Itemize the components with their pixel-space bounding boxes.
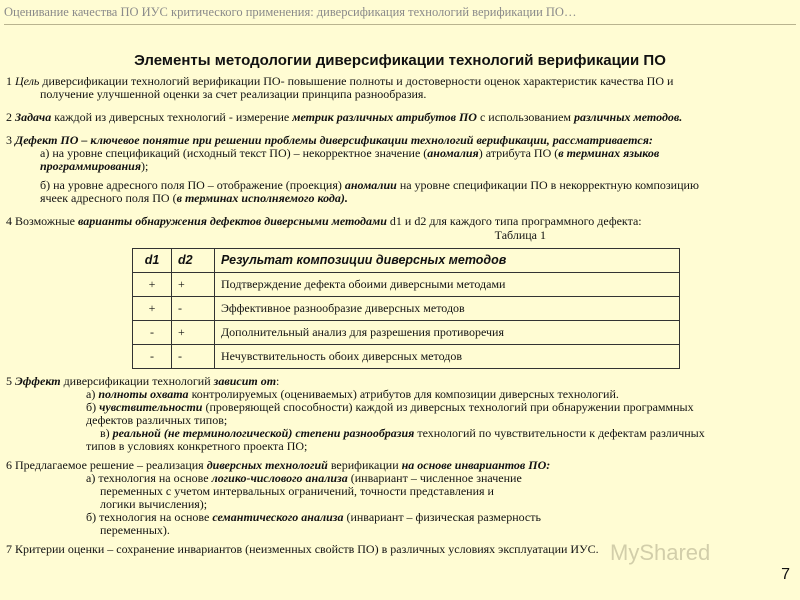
item-text: Предлагаемое решение – реализация [15,458,207,472]
item-emph: метрик различных атрибутов ПО [292,110,477,124]
slide-body [6,75,796,556]
cell-d2: + [172,273,215,297]
item-emph: чувствительности [99,400,203,414]
item-text: верификации [327,458,402,472]
table-row [133,273,680,297]
item-text: а) [86,387,99,401]
page-number: 7 [781,566,790,583]
item-emph: в терминах языков [558,146,660,160]
item-number: 7 [6,542,12,556]
item-emph: в терминах исполняемого кода). [176,191,348,205]
item-emph: полноты охвата [98,387,189,401]
item-text: а) на уровне спецификаций (исходный текст ПО) – некорректное значение ( [40,146,428,160]
item-text: б) на уровне адресного поля ПО – отображение (проекция) [40,178,345,192]
item-5b-cont: дефектов различных типов; [86,413,228,427]
cell-result: Подтверждение дефекта обоими диверсными методами [215,273,680,297]
item-1-cont: получение улучшенной оценки за счет реализации принципа разнообразия. [40,87,427,101]
cell-d1: - [133,321,172,345]
item-2 [6,111,796,124]
item-emph: программирования [40,159,142,173]
item-text: (инвариант – численное значение [347,471,522,485]
item-emph: диверсных технологий [206,458,328,472]
results-table [132,248,680,369]
table-header-row [133,249,680,273]
item-text: технологий по чувствительности к дефектам различных [414,426,705,440]
item-lead: Дефект ПО – ключевое понятие при решении проблемы диверсификации технологий верификации, рассматривается: [15,133,653,147]
item-emph: аномалии [344,178,397,192]
item-lead: Цель [15,74,40,88]
header-result: Результат композиции диверсных методов [215,249,680,273]
item-emph: семантического анализа [212,510,344,524]
item-text: Возможные [15,214,78,228]
item-number: 3 [6,133,12,147]
item-text: диверсификации технологий верификации ПО- повышение полноты и достоверности оценок характеристик качества ПО и [42,74,674,88]
item-3a-cont [6,160,796,173]
item-text: а) технология на основе [86,471,212,485]
cell-d1: + [133,273,172,297]
item-4 [6,215,796,228]
cell-d1: + [133,297,172,321]
item-lead: Задача [15,110,52,124]
watermark: MyShared [610,540,711,565]
item-text: (проверяющей способности) каждой из диверсных технологий при обнаружении программных [202,400,694,414]
item-emph: на основе инвариантов ПО: [401,458,551,472]
item-text: (инвариант – физическая размерность [343,510,541,524]
cell-d2: - [172,297,215,321]
item-text: б) технология на основе [86,510,213,524]
presentation-header: Оценивание качества ПО ИУС критического применения: диверсификация технологий верификации ПО… [4,2,796,25]
table-row [133,297,680,321]
item-text: d1 и d2 для каждого типа программного дефекта: [386,214,642,228]
item-number: 4 [6,214,12,228]
item-number: 6 [6,458,12,472]
item-emph: реальной (не терминологической) степени разнообразия [112,426,415,440]
item-emph: варианты обнаружения дефектов диверсными методами [77,214,387,228]
cell-d2: + [172,321,215,345]
item-6a-cont2: логики вычисления); [100,497,208,511]
item-emph: аномалия [427,146,479,160]
item-text: диверсификации технологий [60,374,214,388]
cell-result: Нечувствительность обоих диверсных методов [215,345,680,369]
header-d1: d1 [133,249,172,273]
table-caption: Таблица 1 [494,228,546,242]
item-text: ); [141,159,149,173]
item-text: Критерии оценки – сохранение инвариантов (неизменных свойств ПО) в различных условиях эксплуатации ИУС. [15,542,599,556]
item-6a-cont: переменных с учетом интервальных ограничений, точности представления и [100,484,494,498]
item-emph: логико-числового анализа [211,471,348,485]
item-text: : [276,374,280,388]
item-number: 2 [6,110,12,124]
item-text: б) [86,400,100,414]
header-d2: d2 [172,249,215,273]
item-text: каждой из диверсных технологий - измерение [54,110,293,124]
item-emph: зависит от [213,374,277,388]
cell-d1: - [133,345,172,369]
table-row [133,345,680,369]
item-emph: различных методов. [574,110,683,124]
item-3b-cont [6,192,796,205]
item-text: в) [100,426,113,440]
item-6b-cont: переменных). [100,523,170,537]
cell-d2: - [172,345,215,369]
item-text: на уровне спецификации ПО в некорректную композицию [396,178,699,192]
item-lead: Эффект [15,374,61,388]
item-number: 1 [6,74,12,88]
item-text: ячеек адресного поля ПО ( [40,191,177,205]
cell-result: Дополнительный анализ для разрешения противоречия [215,321,680,345]
table-row [133,321,680,345]
item-text: с использованием [476,110,575,124]
slide-title: Элементы методологии диверсификации технологий верификации ПО [134,52,666,69]
item-text: ) атрибута ПО ( [478,146,559,160]
item-5c-cont: типов в условиях конкретного проекта ПО; [86,439,308,453]
cell-result: Эффективное разнообразие диверсных методов [215,297,680,321]
item-number: 5 [6,374,12,388]
item-text: контролируемых (оцениваемых) атрибутов для композиции диверсных технологий. [188,387,619,401]
